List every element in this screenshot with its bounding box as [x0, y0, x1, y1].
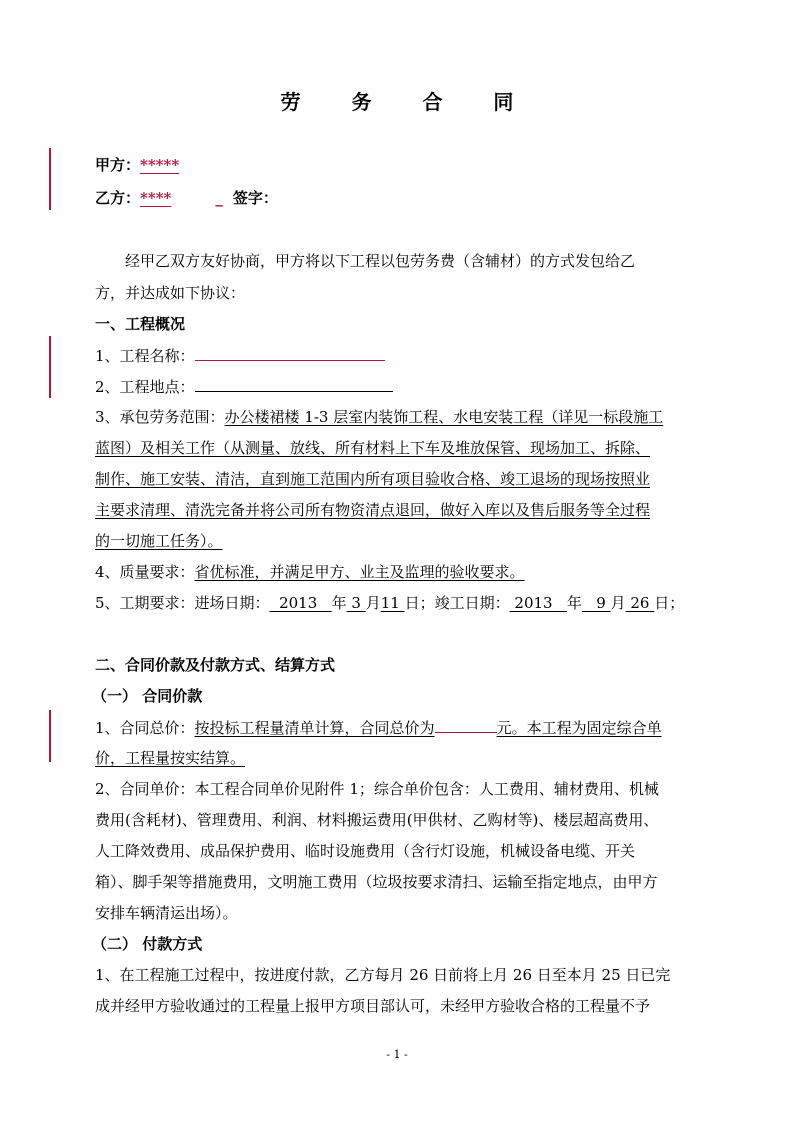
section-2-heading: 二、合同价款及付款方式、结算方式 [95, 656, 336, 674]
end-day: 26 [630, 594, 650, 612]
party-b-value: **** [140, 189, 172, 207]
subsection-contract-price: （一） 合同价款 [92, 687, 203, 705]
party-a-value: ***** [140, 156, 180, 174]
payment-line-2: 成并经甲方验收通过的工程量上报甲方项目部认可，未经甲方验收合格的工程量不予 [95, 997, 651, 1015]
start-year: 2013 [279, 594, 318, 612]
party-b [95, 187, 278, 208]
quality-value: 省优标准，并满足甲方、业主及监理的验收要求。 [194, 563, 525, 581]
project-location-blank [195, 375, 393, 392]
project-location [95, 375, 393, 397]
revision-mark [49, 710, 51, 762]
section-1-heading: 一、工程概况 [95, 315, 186, 333]
scope-line-4: 主要求清理、清洗完备并将公司所有物资清点退回，做好入库以及售后服务等全过程 [95, 501, 651, 519]
unit-price-line-2: 费用(含耗材)、管理费用、利润、材料搬运费用(甲供材、乙购材等)、楼层超高费用、 [95, 811, 659, 829]
revision-mark [49, 148, 51, 210]
quality-requirement [95, 561, 525, 582]
scope-line-2: 蓝图）及相关工作（从测量、放线、所有材料上下车及堆放保管、现场加工、拆除、 [95, 439, 651, 457]
total-price-line-1 [95, 716, 662, 738]
project-name [95, 344, 385, 366]
project-name-label: 1、工程名称： [95, 347, 195, 365]
intro-line-2: 方，并达成如下协议： [95, 284, 246, 302]
project-location-label: 2、工程地点： [95, 378, 195, 396]
scope-line-3: 制作、施工安装、清洁，直到施工范围内所有项目验收合格、竣工退场的现场按照业 [95, 470, 651, 488]
project-name-blank [195, 344, 385, 361]
subsection-payment: （二） 付款方式 [92, 935, 203, 953]
total-price-unit: 元。本工程为固定综合单 [496, 719, 662, 737]
unit-price-line-5: 安排车辆清运出场）。 [95, 904, 238, 922]
scope-line-1 [95, 406, 663, 427]
unit-price-line-1: 2、合同单价：本工程合同单价见附件 1；综合单价包含：人工费用、辅材费用、机械 [95, 780, 659, 798]
end-year: 2013 [514, 594, 553, 612]
scope-text: 办公楼裙楼 1-3 层室内装饰工程、水电安装工程（详见一标段施工 [224, 408, 664, 426]
total-price-blank [435, 716, 497, 733]
total-price-text: 按投标工程量清单计算，合同总价为 [194, 719, 435, 737]
end-month: 9 [596, 594, 606, 612]
page-number: - 1 - [386, 1048, 408, 1061]
unit-price-line-4: 箱）、脚手架等措施费用，文明施工费用（垃圾按要求清扫、运输至指定地点，由甲方 [95, 873, 658, 891]
total-price-line-2: 价，工程量按实结算。 [95, 749, 246, 767]
start-day: 11 [380, 594, 400, 612]
scope-line-5: 的一切施工任务）。 [95, 532, 223, 550]
unit-price-line-3: 人工降效费用、成品保护费用、临时设施费用（含行灯设施，机械设备电缆、开关 [95, 842, 636, 860]
party-b-blank: _ [215, 189, 223, 207]
document-title: 劳 务 合 同 [280, 90, 536, 114]
party-b-label: 乙方： [95, 189, 141, 207]
payment-line-1: 1、在工程施工过程中，按进度付款，乙方每月 26 日前将上月 26 日至本月 25 日已完 [95, 966, 671, 984]
intro-line-1: 经甲乙双方友好协商，甲方将以下工程以包劳务费（含辅材）的方式发包给乙 [125, 252, 636, 270]
scope-label: 3、承包劳务范围： [95, 408, 225, 426]
party-a-label: 甲方： [95, 156, 141, 174]
start-month: 3 [351, 594, 361, 612]
quality-label: 4、质量要求： [95, 563, 195, 581]
schedule-label: 5、工期要求：进场日期： [95, 594, 270, 612]
sign-label: 签字： [232, 189, 278, 207]
schedule-requirement: 5、工期要求：进场日期： 2013 年 3 月11 日；竣工日期： 2013 年 9 月 26 日； [95, 594, 685, 612]
total-price-label: 1、合同总价： [95, 719, 195, 737]
party-a [95, 154, 179, 175]
revision-mark [49, 336, 51, 398]
